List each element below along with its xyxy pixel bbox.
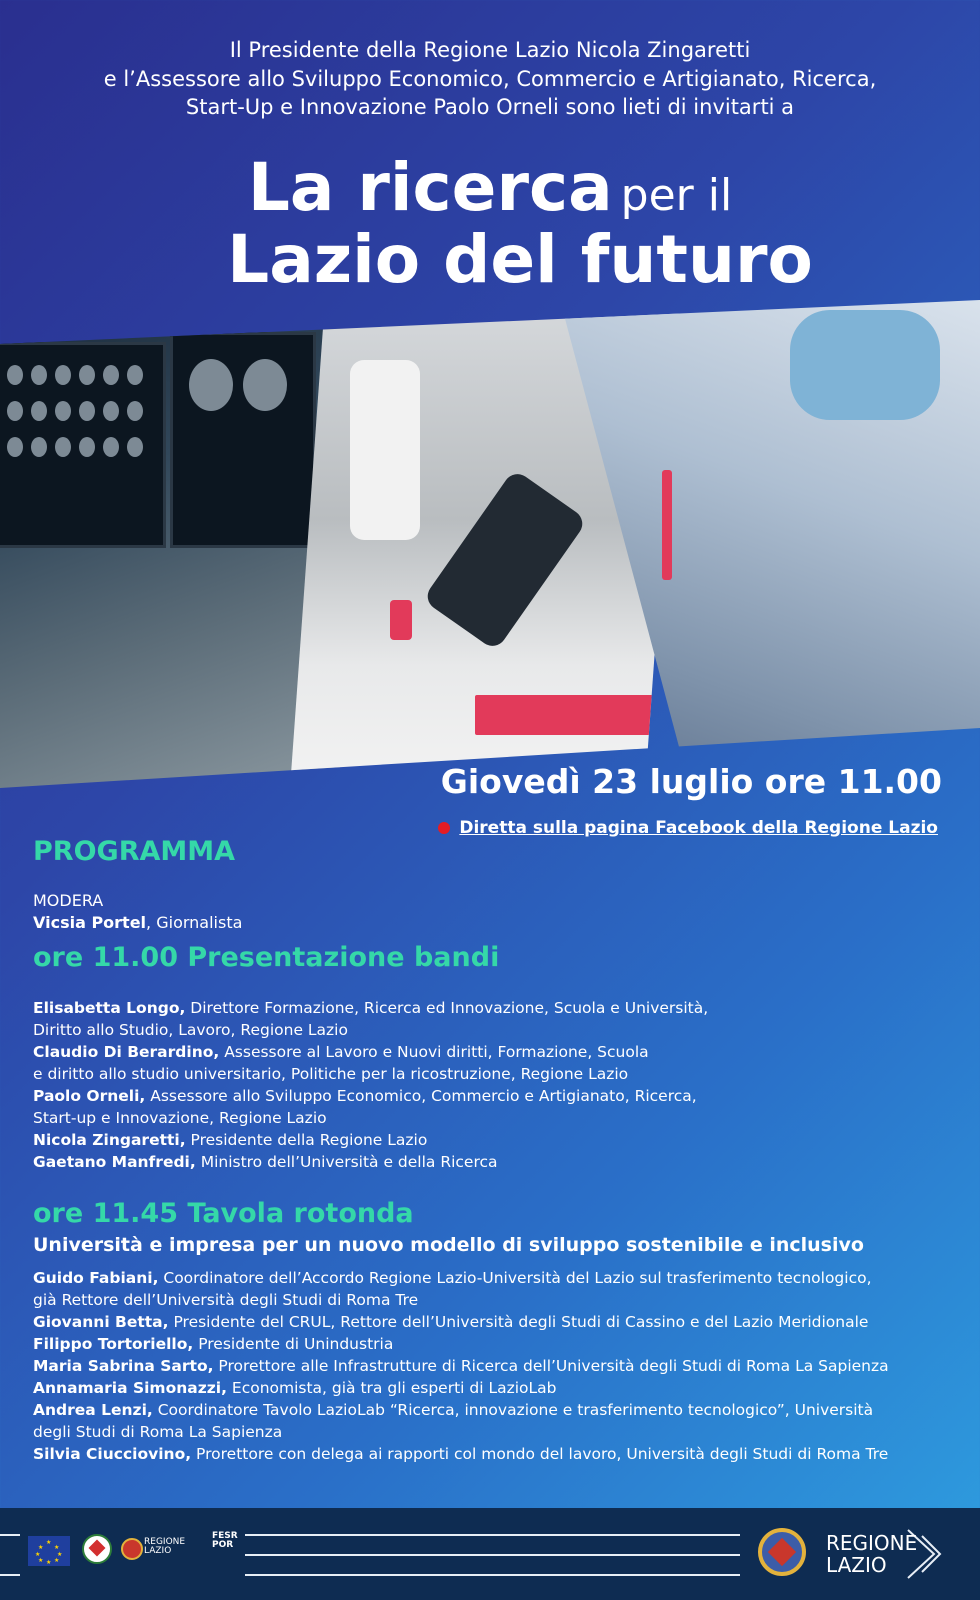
- eu-flag-icon: ★ ★ ★ ★ ★ ★ ★ ★: [28, 1536, 70, 1566]
- facebook-live-link[interactable]: [438, 818, 938, 838]
- regione-lazio-emblem-icon: [758, 1528, 806, 1576]
- programma-heading: PROGRAMMA: [33, 836, 236, 867]
- lazio-badge-icon: [121, 1538, 143, 1560]
- sample-vial: [390, 600, 412, 640]
- medical-monitors-photo: [0, 300, 340, 788]
- pipette: [662, 470, 672, 580]
- intro-line: Start-Up e Innovazione Paolo Orneli sono lieti di invitarti a: [185, 95, 795, 119]
- section-presentazione-heading: ore 11.00 Presentazione bandi: [33, 942, 500, 973]
- speakers-list-1: [33, 997, 953, 1173]
- speakers-list-2: [33, 1267, 953, 1465]
- speaker-entry: Giovanni Betta, Presidente del CRUL, Rettore dell’Università degli Studi di Cassino e del Lazio Meridionale: [33, 1313, 869, 1331]
- speaker-entry: Maria Sabrina Sarto, Prorettore alle Infrastrutture di Ricerca dell’Università degli Studi di Roma La Sapienza: [33, 1357, 889, 1375]
- speaker-entry: Claudio Di Berardino, Assessore al Lavoro e Nuovi diritti, Formazione, Scuola: [33, 1043, 649, 1061]
- brand-line2: LAZIO: [826, 1553, 887, 1577]
- moderator-block: [33, 890, 242, 934]
- speaker-entry: Elisabetta Longo, Direttore Formazione, Ricerca ed Innovazione, Scuola e Università,: [33, 999, 709, 1017]
- intro-line: Il Presidente della Regione Lazio Nicola Zingaretti: [229, 38, 751, 62]
- speaker-entry-cont: già Rettore dell’Università degli Studi di Roma Tre: [33, 1291, 419, 1309]
- moderator-line: [33, 912, 242, 934]
- footer-divider: [0, 1574, 20, 1576]
- speaker-entry: Gaetano Manfredi, Ministro dell’Università e della Ricerca: [33, 1153, 498, 1171]
- speaker-entry: Andrea Lenzi, Coordinatore Tavolo LazioLab “Ricerca, innovazione e trasferimento tecnologico”, Università: [33, 1401, 874, 1419]
- intro-line: e l’Assessore allo Sviluppo Economico, Commercio e Artigianato, Ricerca,: [103, 66, 877, 91]
- speaker-entry-cont: Diritto allo Studio, Lavoro, Regione Lazio: [33, 1021, 348, 1039]
- live-dot-icon: [438, 822, 450, 834]
- face-mask: [790, 310, 940, 420]
- photo-band: [0, 300, 980, 788]
- speaker-entry: Nicola Zingaretti, Presidente della Regione Lazio: [33, 1131, 428, 1149]
- event-date: Giovedì 23 luglio ore 11.00: [440, 762, 942, 801]
- speaker-entry-cont: e diritto allo studio universitario, Politiche per la ricostruzione, Regione Lazio: [33, 1065, 629, 1083]
- speaker-entry: Filippo Tortoriello, Presidente di Unindustria: [33, 1335, 394, 1353]
- robot-arm-white: [350, 360, 420, 540]
- footer-divider: [245, 1574, 740, 1576]
- modera-label: MODERA: [33, 891, 104, 910]
- por-fesr-logo: FESR POR: [212, 1531, 238, 1550]
- event-title-small: per il: [620, 170, 733, 221]
- speaker-entry-cont: degli Studi di Roma La Sapienza: [33, 1423, 283, 1441]
- event-title-line2: Lazio del futuro: [227, 221, 813, 298]
- speaker-entry: Paolo Orneli, Assessore allo Sviluppo Economico, Commercio e Artigianato, Ricerca,: [33, 1087, 697, 1105]
- section-tavola-heading: ore 11.45 Tavola rotonda: [33, 1198, 414, 1229]
- speaker-entry: Silvia Ciucciovino, Prorettore con delega ai rapporti col mondo del lavoro, Università degli Studi di Roma Tre: [33, 1445, 889, 1463]
- small-logo-text: REGIONE LAZIO: [144, 1537, 186, 1556]
- event-title-main: La ricerca: [247, 149, 613, 226]
- monitor-screen: [170, 332, 316, 548]
- moderator-name: Vicsia Portel: [33, 913, 147, 932]
- brand-line1: REGIONE: [826, 1531, 918, 1555]
- section-tavola-subheading: Università e impresa per un nuovo modello di sviluppo sostenibile e inclusivo: [33, 1234, 864, 1256]
- monitor-screen: [0, 342, 166, 548]
- sample-tray: [475, 695, 665, 735]
- speaker-entry: Annamaria Simonazzi, Economista, già tra gli esperti di LazioLab: [33, 1379, 557, 1397]
- facebook-live-label: Diretta sulla pagina Facebook della Regione Lazio: [459, 818, 938, 838]
- footer-divider: [245, 1534, 740, 1536]
- speaker-entry-cont: Start-up e Innovazione, Regione Lazio: [33, 1109, 327, 1127]
- footer-divider: [245, 1554, 740, 1556]
- robot-arm: [422, 469, 587, 652]
- italian-republic-emblem-icon: [82, 1534, 112, 1564]
- intro-text: [0, 36, 980, 122]
- footer-divider: [0, 1534, 20, 1536]
- regione-lazio-brand: [826, 1532, 917, 1576]
- moderator-role: , Giornalista: [146, 913, 243, 932]
- speaker-entry: Guido Fabiani, Coordinatore dell’Accordo Regione Lazio-Università del Lazio sul trasferimento tecnologico,: [33, 1269, 872, 1287]
